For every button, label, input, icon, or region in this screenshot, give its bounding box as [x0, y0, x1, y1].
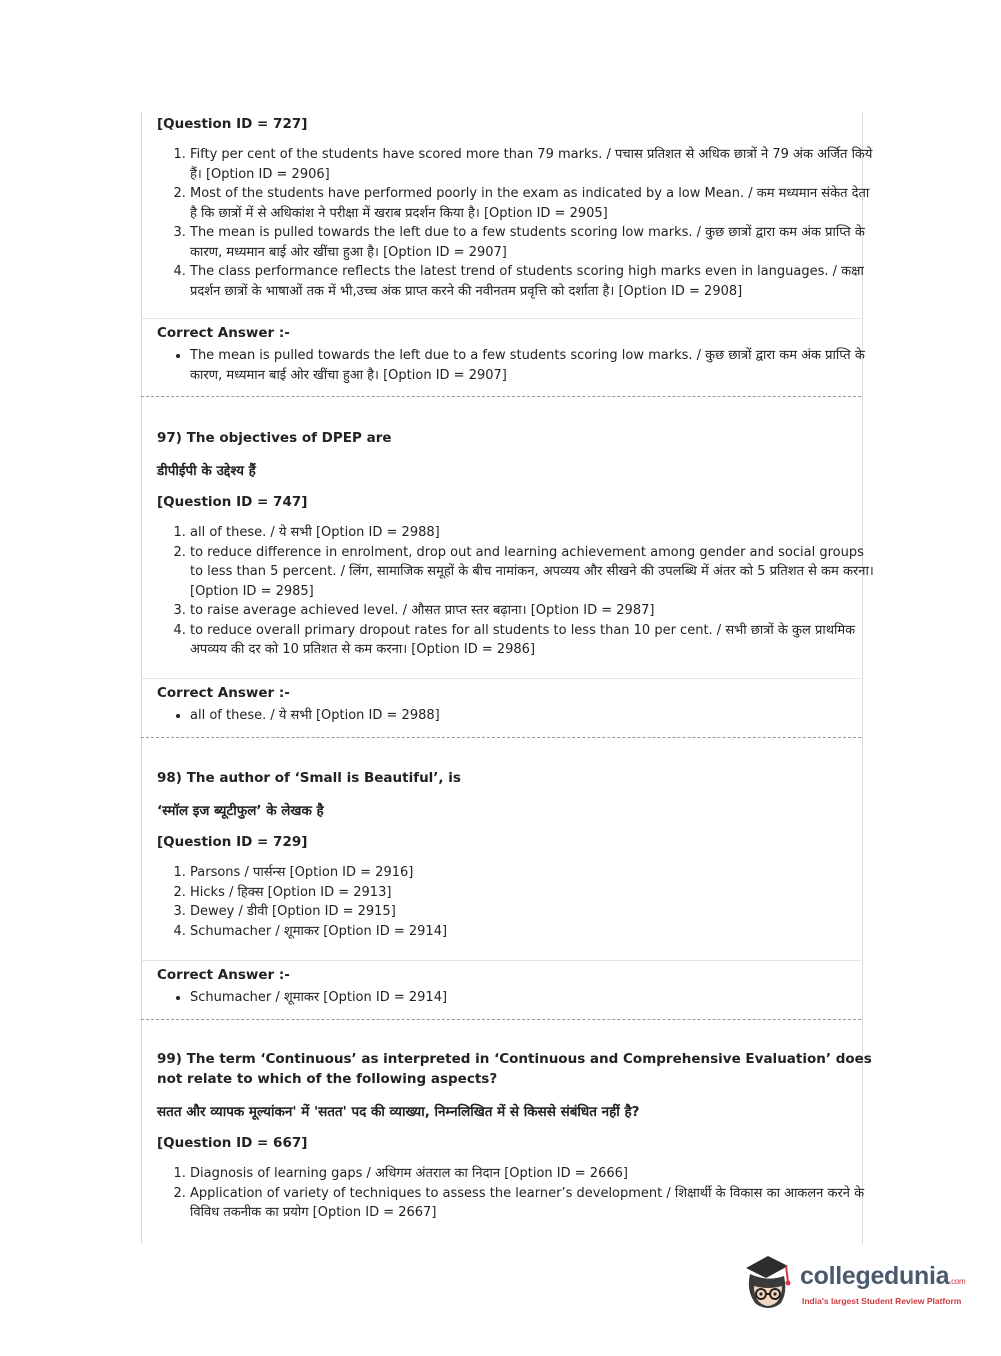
- option-item: 2. Most of the students have performed poorly in the exam as indicated by a low Mean. / कम मध्यमान संकेत देता है कि छात्रों में से अधिकांश ने परीक्षा में खराब प्रदर्शन किया है। [Option ID = 2905]: [190, 184, 877, 223]
- option-item: 4. to reduce overall primary dropout rates for all students to less than 10 per cent. / सभी छात्रों के कुल प्राथमिक अपव्यय की दर को 10 प्रतिशत से कम करना। [Option ID = 2986]: [190, 621, 877, 660]
- answer-98: [141, 967, 889, 1008]
- answer-list: [157, 346, 877, 385]
- logo-tagline: India's largest Student Review Platform: [802, 1296, 962, 1306]
- answer-97: [141, 685, 889, 726]
- collegedunia-logo: [742, 1252, 972, 1312]
- logo-wordmark: [800, 1262, 965, 1291]
- answer-96: [141, 325, 889, 385]
- options-list: [157, 1164, 877, 1223]
- option-item: 3. The mean is pulled towards the left due to a few students scoring low marks. / कुछ छात्रों द्वारा कम अंक प्राप्ति के कारण, मध्यमान बाई ओर खींचा हुआ है। [Option ID = 2907]: [190, 223, 877, 262]
- correct-answer-label: Correct Answer :-: [157, 967, 290, 983]
- divider: [141, 678, 861, 679]
- options-list: [157, 145, 877, 301]
- question-98: [141, 768, 889, 941]
- option-item: 3. to raise average achieved level. / औसत प्राप्त स्तर बढ़ाना। [Option ID = 2987]: [190, 601, 877, 621]
- option-item: 2. Hicks / हिक्स [Option ID = 2913]: [190, 883, 877, 903]
- logo-name: collegedunia: [800, 1262, 950, 1290]
- option-item: 1. Fifty per cent of the students have scored more than 79 marks. / पचास प्रतिशत से अधिक छात्रों ने 79 अंक अर्जित किये हैं। [Option ID = 2906]: [190, 145, 877, 184]
- logo-suffix: .com: [949, 1277, 966, 1286]
- answer-item: • The mean is pulled towards the left due to a few students scoring low marks. / कुछ छात्रों द्वारा कम अंक प्राप्ति के कारण, मध्यमान बाई ओर खींचा हुआ है। [Option ID = 2907]: [190, 346, 877, 385]
- divider: [141, 960, 861, 961]
- option-item: 1. Parsons / पार्सन्स [Option ID = 2916]: [190, 863, 877, 883]
- answer-list: [157, 988, 877, 1008]
- option-item: 4. Schumacher / शूमाकर [Option ID = 2914]: [190, 922, 877, 942]
- options-list: [157, 523, 877, 660]
- option-item: 1. Diagnosis of learning gaps / अधिगम अंतराल का निदान [Option ID = 2666]: [190, 1164, 877, 1184]
- answer-list: [157, 706, 877, 726]
- option-item: 2. to reduce difference in enrolment, drop out and learning achievement among gender and social groups to less than 5 percent. / लिंग, सामाजिक समूहों के बीच नामांकन, अपव्यय और सीखने की उपलब्धि में अंतर को 5 प्रतिशत से कम करना। [Option ID = 2985]: [190, 543, 877, 602]
- question-96: [141, 116, 889, 301]
- mascot-icon: [742, 1252, 800, 1312]
- option-item: 2. Application of variety of techniques to assess the learner’s development / शिक्षार्थी के विकास का आकलन करने के विविध तकनीक का प्रयोग [Option ID = 2667]: [190, 1184, 877, 1223]
- question-title-hindi: ‘स्मॉल इज ब्यूटीफुल’ के लेखक है: [157, 803, 324, 819]
- question-title-hindi: सतत और व्यापक मूल्यांकन' में 'सतत' पद की व्याख्या, निम्नलिखित में से किससे संबंधित नहीं है?: [157, 1104, 640, 1120]
- options-list: [157, 863, 877, 941]
- correct-answer-label: Correct Answer :-: [157, 685, 290, 701]
- answer-item: • Schumacher / शूमाकर [Option ID = 2914]: [190, 988, 877, 1008]
- question-title: 97) The objectives of DPEP are: [157, 430, 392, 446]
- option-item: 3. Dewey / डीवी [Option ID = 2915]: [190, 902, 877, 922]
- question-id: [Question ID = 747]: [157, 494, 308, 510]
- question-separator: [141, 1019, 861, 1020]
- question-title-hindi: डीपीईपी के उद्देश्य हैं: [157, 463, 256, 479]
- question-99: [141, 1049, 889, 1223]
- question-title: 99) The term ‘Continuous’ as interpreted in ‘Continuous and Comprehensive Evaluation’ does not relate to which of the following aspects?: [157, 1051, 872, 1087]
- divider: [141, 318, 861, 319]
- answer-item: • all of these. / ये सभी [Option ID = 2988]: [190, 706, 877, 726]
- question-id: [Question ID = 667]: [157, 1135, 308, 1151]
- correct-answer-label: Correct Answer :-: [157, 325, 290, 341]
- question-title: 98) The author of ‘Small is Beautiful’, is: [157, 770, 461, 786]
- question-97: [141, 428, 889, 660]
- question-separator: [141, 737, 861, 738]
- question-id: [Question ID = 727]: [157, 116, 308, 132]
- option-item: 4. The class performance reflects the latest trend of students scoring high marks even in languages. / कक्षा प्रदर्शन छात्रों के भाषाओं तक में भी,उच्च अंक प्राप्त करने की नवीनतम प्रवृत्ति को दर्शाता है। [Option ID = 2908]: [190, 262, 877, 301]
- option-item: 1. all of these. / ये सभी [Option ID = 2988]: [190, 523, 877, 543]
- question-separator: [141, 396, 861, 397]
- question-id: [Question ID = 729]: [157, 834, 308, 850]
